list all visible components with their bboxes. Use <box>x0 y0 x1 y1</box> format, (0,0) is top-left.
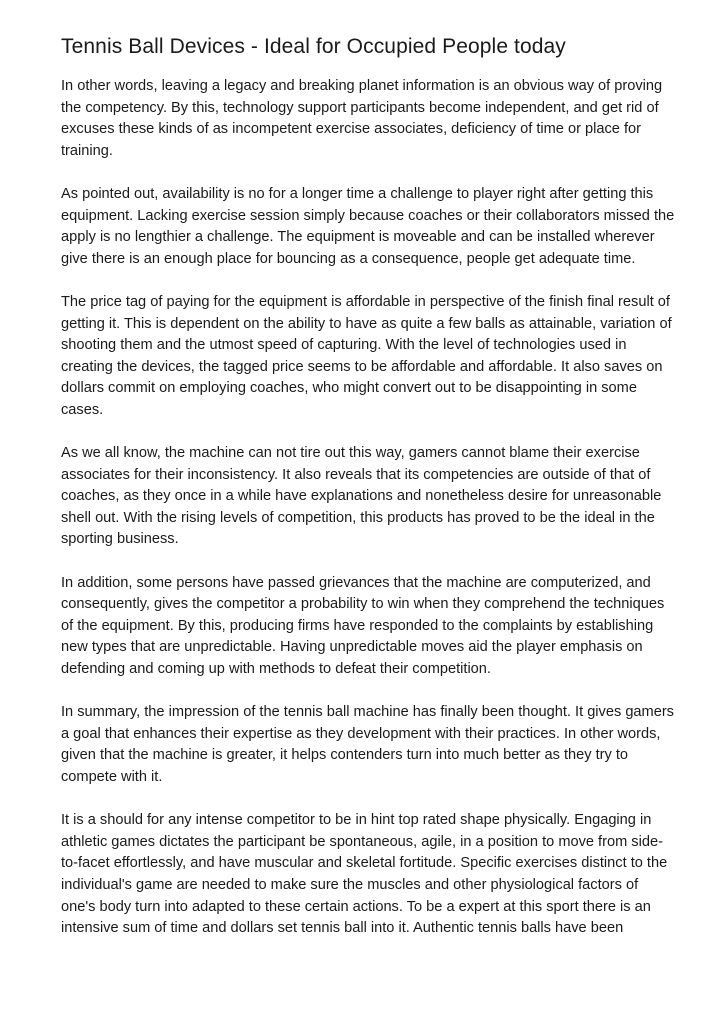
paragraph-7: It is a should for any intense competitor to be in hint top rated shape physically. Engaging in athletic games dictates the participant be spontaneous, agile, in a position to move from side-to-facet effortlessly, and have muscular and skeletal fortitude. Specific exercises distinct to the individual's game are needed to make sure the muscles and other physiological factors of one's body turn into adapted to these certain actions. To be a expert at this sport there is an intensive sum of time and dollars set tennis ball into it. Authentic tennis balls have been <box>61 812 668 937</box>
paragraph-4: As we all know, the machine can not tire out this way, gamers cannot blame their exercise associates for their inconsistency. It also reveals that its competencies are outside of that of coaches, as they once in a while have explanations and nonetheless desire for unreasonable shell out. With the rising levels of competition, this products has proved to be the ideal in the sporting business. <box>61 445 662 548</box>
paragraph-3: The price tag of paying for the equipment is affordable in perspective of the finish final result of getting it. This is dependent on the ability to have as quite a few balls as attainable, variation of shooting them and the utmost speed of capturing. With the level of technologies used in creating the devices, the tagged price seems to be affordable and affordable. It also saves on dollars commit on employing coaches, who might convert out to be disappointing in some cases. <box>61 293 672 418</box>
document-title: Tennis Ball Devices - Ideal for Occupied People today <box>61 35 566 58</box>
document-page <box>61 30 675 961</box>
paragraph-6: In summary, the impression of the tennis ball machine has finally been thought. It gives gamers a goal that enhances their expertise as they development with their practices. In other words, given that the machine is greater, it helps contenders turn into much better as they try to compete with it. <box>61 704 674 785</box>
paragraph-1: In other words, leaving a legacy and breaking planet information is an obvious way of proving the competency. By this, technology support participants become independent, and get rid of excuses these kinds of as incompetent exercise associates, deficiency of time or place for training. <box>61 78 663 159</box>
paragraph-5: In addition, some persons have passed grievances that the machine are computerized, and consequently, gives the competitor a probability to win when they comprehend the techniques of the equipment. By this, producing firms have responded to the complaints by establishing new types that are unpredictable. Having unpredictable moves aid the player emphasis on defending and coming up with methods to defeat their competition. <box>61 574 665 678</box>
paragraph-2: As pointed out, availability is no for a longer time a challenge to player right after getting this equipment. Lacking exercise session simply because coaches or their collaborators missed the apply is no lengthier a challenge. The equipment is moveable and can be installed wherever give there is an enough place for bouncing as a consequence, people get adequate time. <box>61 185 675 267</box>
